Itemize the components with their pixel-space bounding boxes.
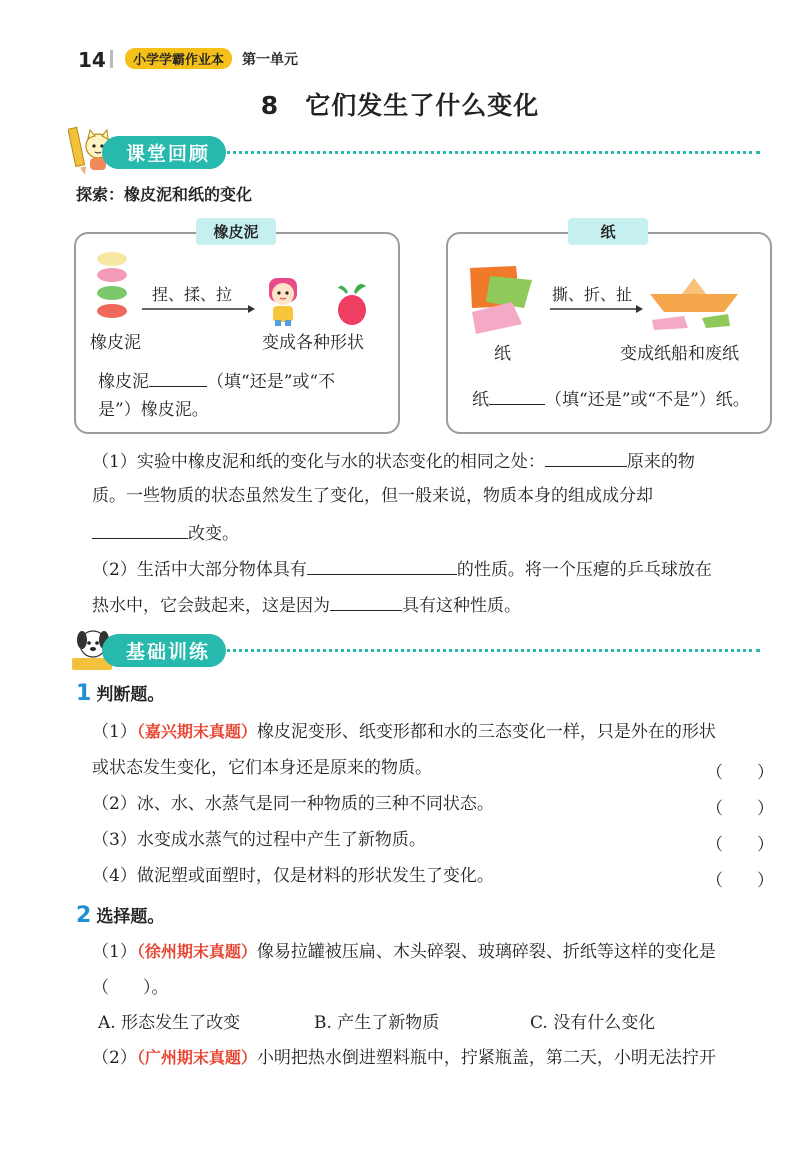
answer-blank[interactable]	[545, 450, 627, 467]
unit-label: 第一单元	[242, 52, 298, 68]
clay-radish-image	[330, 280, 374, 328]
clay-after-caption: 变成各种形状	[262, 333, 364, 353]
option-b[interactable]: B. 产生了新物质	[314, 1013, 440, 1033]
question-number: 2	[76, 903, 92, 928]
source-tag: （嘉兴期末真题）	[136, 722, 257, 741]
q1-item2: （2）冰、水、水蒸气是同一种物质的三种不同状态。	[92, 794, 494, 814]
section-label-review: 课堂回顾	[102, 136, 226, 169]
review-q2-text: 具有这种性质。	[402, 596, 521, 616]
clay-balls-image	[92, 250, 136, 320]
question-title: 选择题。	[96, 907, 165, 927]
q1-item3: （3）水变成水蒸气的过程中产生了新物质。	[92, 830, 426, 850]
clay-question-text: 橡皮泥	[98, 372, 149, 392]
paper-question-text: （填“还是”或“不是”）纸。	[545, 390, 750, 410]
item-text: 小明把热水倒进塑料瓶中，拧紧瓶盖，第二天，小明无法拧开	[256, 1048, 716, 1068]
q2-item2-line1	[92, 1048, 716, 1068]
answer-paren[interactable]: （ ）	[706, 871, 774, 891]
paper-question-text: 纸	[472, 390, 489, 410]
q1-item1-line1	[92, 722, 716, 742]
page-number: 14	[78, 48, 106, 72]
item-prefix: （1）	[92, 722, 137, 742]
review-q1-line2: 质。一些物质的状态虽然发生了变化，但一般来说，物质本身的组成成分却	[92, 486, 653, 506]
arrow-right-icon	[140, 303, 256, 315]
question-title: 判断题。	[96, 685, 165, 705]
answer-blank[interactable]	[307, 558, 457, 575]
paper-question-line	[472, 388, 750, 410]
review-q2-line1	[92, 558, 712, 580]
answer-blank[interactable]	[149, 370, 207, 387]
header-divider	[110, 50, 113, 68]
q2-item1-answer[interactable]: （ ）。	[92, 978, 169, 998]
paper-before-caption: 纸	[494, 344, 511, 364]
clay-action: 捏、揉、拉	[152, 285, 233, 304]
question-2-heading	[76, 902, 164, 928]
review-q2-text: 的性质。将一个压瘪的乒乓球放在	[456, 560, 712, 580]
paper-sheets-image	[462, 262, 538, 336]
section-divider	[220, 649, 760, 652]
book-title-badge: 小学学霸作业本	[125, 48, 232, 69]
lesson-title: 8 它们发生了什么变化	[260, 91, 540, 120]
item-text: 橡皮泥变形、纸变形都和水的三态变化一样，只是外在的形状	[256, 722, 716, 742]
answer-paren[interactable]: （ ）	[706, 799, 774, 819]
clay-before-caption: 橡皮泥	[90, 333, 141, 353]
review-q1-line1	[92, 450, 695, 472]
section-label-practice: 基础训练	[102, 634, 226, 667]
q2-item1-line1	[92, 942, 716, 962]
answer-blank[interactable]	[92, 522, 188, 539]
answer-blank[interactable]	[489, 388, 545, 405]
review-q2-text: 热水中，它会鼓起来，这是因为	[92, 596, 330, 616]
clay-figure-image	[258, 272, 308, 328]
review-q1-line3	[92, 522, 239, 544]
source-tag: （广州期末真题）	[136, 1048, 257, 1067]
section-divider	[220, 151, 760, 154]
paper-boat-image	[644, 272, 744, 332]
review-q2-line2	[92, 594, 521, 616]
review-q1-text: 改变。	[188, 524, 239, 544]
q1-item1-line2: 或状态发生变化，它们本身还是原来的物质。	[92, 758, 432, 778]
clay-question-text: （填“还是”或“不	[207, 372, 336, 392]
item-prefix: （2）	[92, 1048, 137, 1068]
review-q1-text: 原来的物	[626, 452, 695, 472]
answer-paren[interactable]: （ ）	[706, 763, 774, 783]
review-q1-text: （1）实验中橡皮泥和纸的变化与水的状态变化的相同之处：	[92, 452, 545, 472]
source-tag: （徐州期末真题）	[136, 942, 257, 961]
item-prefix: （1）	[92, 942, 137, 962]
explore-heading: 探索：橡皮泥和纸的变化	[76, 185, 253, 204]
question-1-heading	[76, 680, 164, 706]
arrow-right-icon	[548, 303, 644, 315]
review-q2-text: （2）生活中大部分物体具有	[92, 560, 307, 580]
option-c[interactable]: C. 没有什么变化	[530, 1013, 656, 1033]
question-number: 1	[76, 681, 92, 706]
option-a[interactable]: A. 形态发生了改变	[98, 1013, 241, 1033]
paper-label: 纸	[568, 218, 648, 245]
q1-item4: （4）做泥塑或面塑时，仅是材料的形状发生了变化。	[92, 866, 494, 886]
paper-after-caption: 变成纸船和废纸	[620, 344, 739, 364]
paper-action: 撕、折、扯	[552, 285, 633, 304]
clay-question-line1	[98, 370, 335, 392]
answer-blank[interactable]	[330, 594, 402, 611]
clay-label: 橡皮泥	[196, 218, 276, 245]
clay-question-line2: 是”）橡皮泥。	[98, 400, 209, 420]
answer-paren[interactable]: （ ）	[706, 835, 774, 855]
item-text: 像易拉罐被压扁、木头碎裂、玻璃碎裂、折纸等这样的变化是	[256, 942, 716, 962]
